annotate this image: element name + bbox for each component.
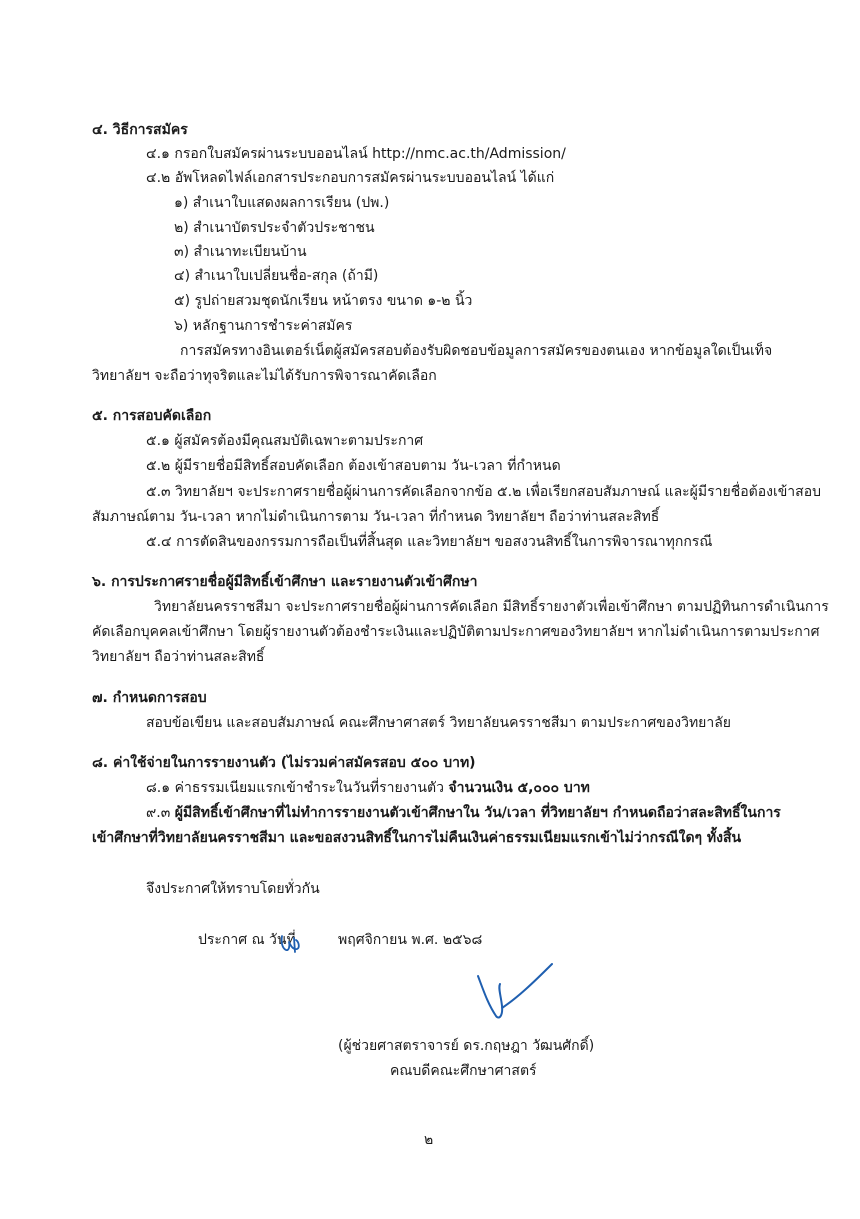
signature bbox=[462, 958, 558, 1028]
signer-name: (ผู้ช่วยศาสตราจารย์ ดร.กฤษฎา วัฒนศักดิ์) bbox=[338, 1038, 595, 1054]
document-item-6: ๖) หลักฐานการชำระค่าสมัคร bbox=[174, 318, 353, 334]
handwritten-day-number bbox=[278, 930, 302, 956]
section-4-item-1: ๔.๑ กรอกใบสมัครผ่านระบบออนไลน์ http://nmc.ac.th/Admission/ bbox=[146, 146, 566, 162]
document-item-2: ๒) สำเนาบัตรประจำตัวประชาชน bbox=[174, 220, 375, 236]
section-5-item-3-line-2: สัมภาษณ์ตาม วัน-เวลา หากไม่ดำเนินการตาม วัน-เวลา ที่กำหนด วิทยาลัยฯ ถือว่าท่านสละสิทธิ์ bbox=[92, 509, 660, 525]
section-5-item-4: ๕.๔ การตัดสินของกรรมการถือเป็นที่สิ้นสุด และวิทยาลัยฯ ขอสงวนสิทธิ์ในการพิจารณาทุกกรณี bbox=[146, 534, 713, 550]
forfeit-notice: ผู้มีสิทธิ์เข้าศึกษาที่ไม่ทำการรายงานตัวเข้าศึกษาใน วัน/เวลา ที่วิทยาลัยฯ กำหนดถือว่าสละสิทธิ์ในการ bbox=[174, 805, 781, 821]
section-5-item-1: ๕.๑ ผู้สมัครต้องมีคุณสมบัติเฉพาะตามประกาศ bbox=[146, 433, 424, 449]
section-6-paragraph-line-2: คัดเลือกบุคคลเข้าศึกษา โดยผู้รายงานตัวต้องชำระเงินและปฏิบัติตามประกาศของวิทยาลัยฯ หากไม่ดำเนินการตามประกาศ bbox=[92, 624, 820, 640]
page-number: ๒ bbox=[424, 1132, 434, 1148]
announcement-date-suffix: พฤศจิกายน พ.ศ. ๒๕๖๘ bbox=[338, 932, 483, 948]
section-7-heading: ๗. กำหนดการสอบ bbox=[92, 690, 207, 706]
document-item-3: ๓) สำเนาทะเบียนบ้าน bbox=[174, 244, 307, 260]
document-item-4: ๔) สำเนาใบเปลี่ยนชื่อ-สกุล (ถ้ามี) bbox=[174, 268, 379, 284]
section-8-item-2-line-1 bbox=[146, 803, 781, 823]
section-8-item-2-line-2: เข้าศึกษาที่วิทยาลัยนครราชสีมา และขอสงวนสิทธิ์ในการไม่คืนเงินค่าธรรมเนียมแรกเข้าไม่ว่ากรณีใดๆ ทั้งสิ้น bbox=[92, 830, 742, 846]
section-5-item-2: ๕.๒ ผู้มีรายชื่อมีสิทธิ์สอบคัดเลือก ต้องเข้าสอบตาม วัน-เวลา ที่กำหนด bbox=[146, 458, 561, 474]
section-4-heading: ๔. วิธีการสมัคร bbox=[92, 122, 188, 138]
closing-statement: จึงประกาศให้ทราบโดยทั่วกัน bbox=[146, 881, 320, 897]
section-4-note-line-1: การสมัครทางอินเตอร์เน็ตผู้สมัครสอบต้องรับผิดชอบข้อมูลการสมัครของตนเอง หากข้อมูลใดเป็นเท็จ bbox=[180, 343, 773, 359]
section-4-note-line-2: วิทยาลัยฯ จะถือว่าทุจริตและไม่ได้รับการพิจารณาคัดเลือก bbox=[92, 368, 437, 384]
document-item-5: ๕) รูปถ่ายสวมชุดนักเรียน หน้าตรง ขนาด ๑-๒ นิ้ว bbox=[174, 293, 473, 309]
signer-title: คณบดีคณะศึกษาศาสตร์ bbox=[390, 1063, 537, 1079]
section-4-item-2: ๔.๒ อัพโหลดไฟล์เอกสารประกอบการสมัครผ่านระบบออนไลน์ ได้แก่ bbox=[146, 170, 555, 186]
section-6-paragraph-line-1: วิทยาลัยนครราชสีมา จะประกาศรายชื่อผู้ผ่านการคัดเลือก มีสิทธิ์รายงาตัวเพื่อเข้าศึกษา ตามปฏิทินการดำเนินการ bbox=[154, 599, 829, 615]
fee-amount: จำนวนเงิน ๕,๐๐๐ บาท bbox=[448, 780, 590, 796]
section-5-item-3-line-1: ๕.๓ วิทยาลัยฯ จะประกาศรายชื่อผู้ผ่านการคัดเลือกจากข้อ ๕.๒ เพื่อเรียกสอบสัมภาษณ์ และผู้มีรายชื่อต้องเข้าสอบ bbox=[146, 484, 821, 500]
section-6-paragraph-line-3: วิทยาลัยฯ ถือว่าท่านสละสิทธิ์ bbox=[92, 649, 265, 665]
section-8-heading: ๘. ค่าใช้จ่ายในการรายงานตัว (ไม่รวมค่าสมัครสอบ ๕๐๐ บาท) bbox=[92, 755, 476, 771]
announcement-date-prefix: ประกาศ ณ วันที่ bbox=[198, 932, 296, 948]
section-5-heading: ๕. การสอบคัดเลือก bbox=[92, 408, 212, 424]
document-item-1: ๑) สำเนาใบแสดงผลการเรียน (ปพ.) bbox=[174, 195, 390, 211]
item-number: ๙.๓ bbox=[146, 805, 175, 821]
fee-description: ๘.๑ ค่าธรรมเนียมแรกเข้าชำระในวันที่รายงานตัว bbox=[146, 780, 449, 796]
section-7-paragraph: สอบข้อเขียน และสอบสัมภาษณ์ คณะศึกษาศาสตร์ วิทยาลัยนครราชสีมา ตามประกาศของวิทยาลัย bbox=[146, 715, 732, 731]
section-6-heading: ๖. การประกาศรายชื่อผู้มีสิทธิ์เข้าศึกษา และรายงานตัวเข้าศึกษา bbox=[92, 574, 478, 590]
section-8-item-1 bbox=[146, 778, 590, 798]
